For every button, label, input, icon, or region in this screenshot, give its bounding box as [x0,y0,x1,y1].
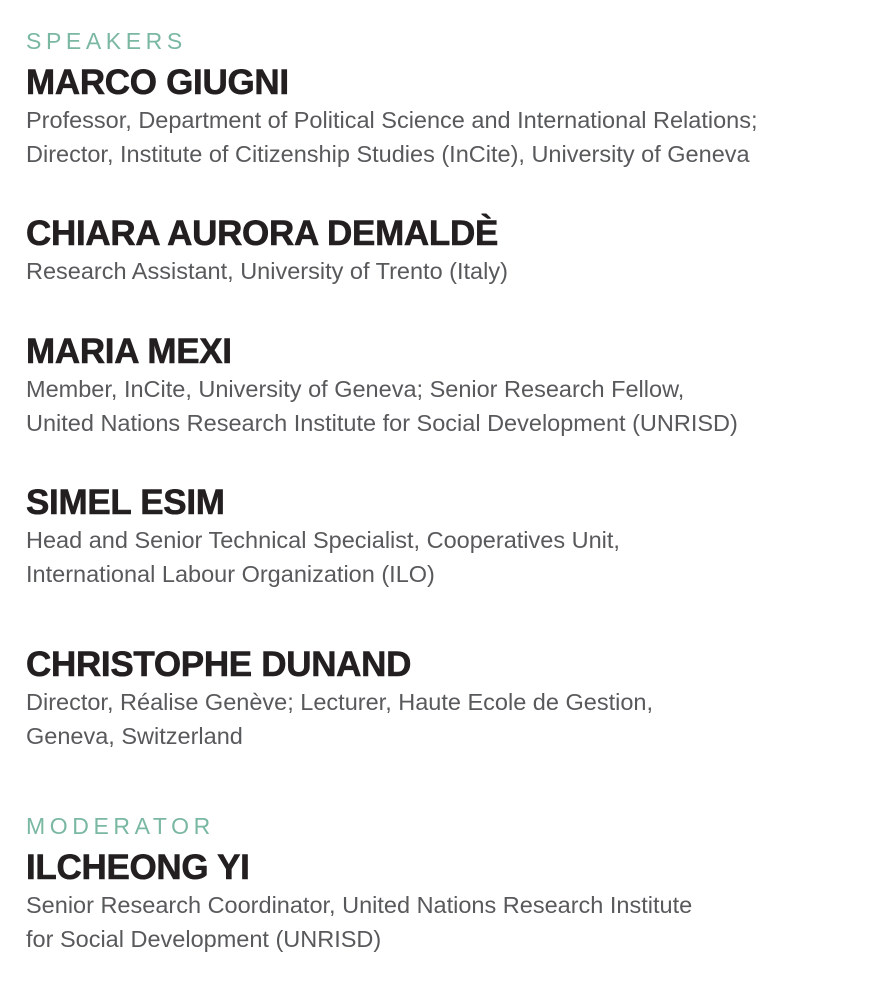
speaker-name: MARCO GIUGNI [26,63,289,102]
speaker-role-line: Geneva, Switzerland [26,723,243,749]
moderator-role-line: Senior Research Coordinator, United Nations Research Institute [26,892,693,918]
speaker-role-line: International Labour Organization (ILO) [26,561,435,587]
speaker-role-line: Director, Institute of Citizenship Studies (InCite), University of Geneva [26,141,750,167]
moderator-name: ILCHEONG YI [26,848,250,887]
speaker-entry-demalde [26,215,868,288]
speaker-entry-dunand [26,646,868,753]
speaker-role-line: Professor, Department of Political Science and International Relations; [26,107,758,133]
speaker-role-line: Director, Réalise Genève; Lecturer, Haute Ecole de Gestion, [26,689,653,715]
speaker-role-line: Head and Senior Technical Specialist, Cooperatives Unit, [26,527,620,553]
speakers-heading: SPEAKERS [26,28,187,54]
moderator-entry-yi [26,849,868,956]
speaker-entry-mexi [26,333,868,440]
speaker-name: CHRISTOPHE DUNAND [26,645,412,684]
speaker-entry-esim [26,484,868,591]
speaker-role-line: Member, InCite, University of Geneva; Senior Research Fellow, [26,376,685,402]
moderator-role-line: for Social Development (UNRISD) [26,926,382,952]
speaker-name: CHIARA AURORA DEMALDÈ [26,214,499,253]
speaker-name: MARIA MEXI [26,332,232,371]
speaker-role-line: Research Assistant, University of Trento (Italy) [26,258,508,284]
speaker-name: SIMEL ESIM [26,483,225,522]
moderator-heading: MODERATOR [26,813,215,839]
speaker-entry-giugni [26,64,868,171]
speaker-role-line: United Nations Research Institute for Social Development (UNRISD) [26,410,738,436]
